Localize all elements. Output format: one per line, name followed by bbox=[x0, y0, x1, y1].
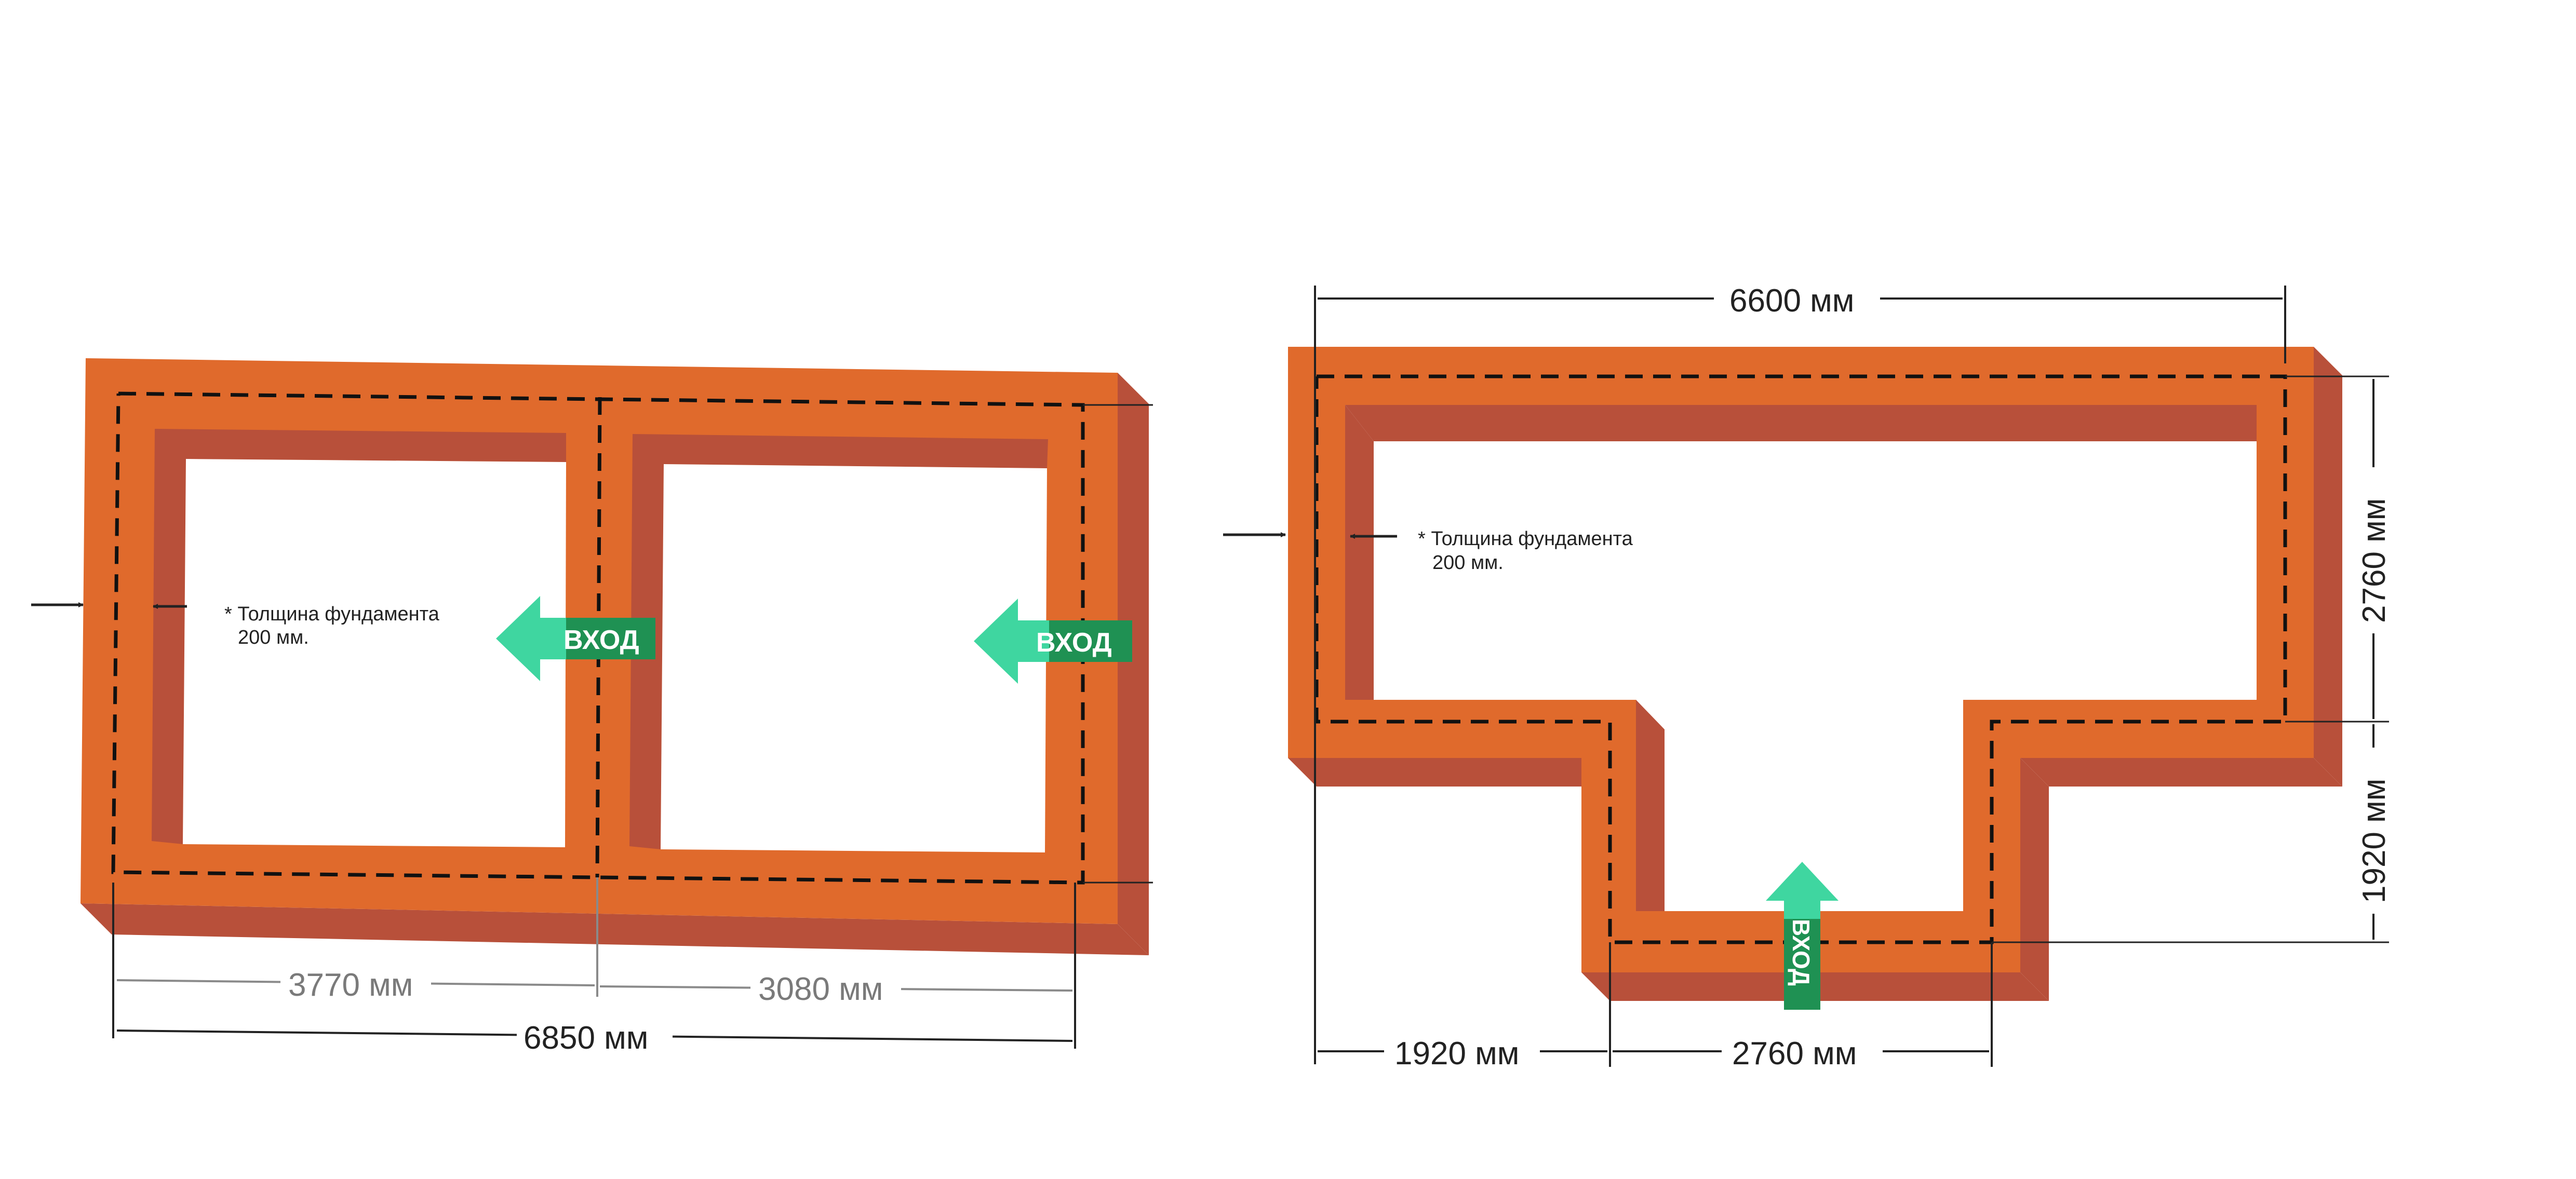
right-wall-side-stem-right bbox=[2020, 758, 2049, 1001]
right-thickness-note-line1: * Толщина фундамента bbox=[1418, 528, 1633, 550]
left-thickness-note-line1: * Толщина фундамента bbox=[224, 603, 439, 625]
right-inner-shadow-left bbox=[1345, 405, 1374, 700]
right-wall-side-bottom-right bbox=[2020, 758, 2342, 787]
right-ledge-stem bbox=[1636, 700, 1665, 911]
right-dim-bottom-right: 2760 мм bbox=[1732, 1036, 1857, 1072]
left-entry-label-1: ВХОД bbox=[564, 625, 639, 655]
right-entry-label: ВХОД bbox=[1788, 919, 1815, 986]
left-dim-room-2: 3080 мм bbox=[758, 971, 883, 1007]
left-room-2-opening bbox=[661, 464, 1047, 852]
left-wall-side-right bbox=[1118, 373, 1149, 955]
right-dim-right-lower: 1920 мм bbox=[2356, 778, 2392, 903]
right-dim-top: 6600 мм bbox=[1729, 283, 1855, 319]
right-dim-right-upper: 2760 мм bbox=[2356, 498, 2392, 623]
right-inner-shadow-top bbox=[1345, 405, 2257, 441]
left-entry-label-2: ВХОД bbox=[1036, 628, 1112, 658]
right-thickness-note-line2: 200 мм. bbox=[1432, 552, 1504, 574]
left-thickness-note-line2: 200 мм. bbox=[238, 627, 309, 648]
right-room-opening bbox=[1374, 441, 2257, 911]
left-plan bbox=[31, 358, 1153, 1056]
right-plan bbox=[1223, 278, 2394, 1072]
left-dim-room-1: 3770 мм bbox=[288, 967, 413, 1003]
right-wall-side-bottom-left bbox=[1288, 758, 1610, 787]
right-dim-bottom-left: 1920 мм bbox=[1394, 1036, 1520, 1072]
left-dim-total: 6850 мм bbox=[524, 1020, 649, 1056]
left-room-1-opening bbox=[183, 459, 566, 847]
right-wall-side-right bbox=[2314, 347, 2342, 787]
